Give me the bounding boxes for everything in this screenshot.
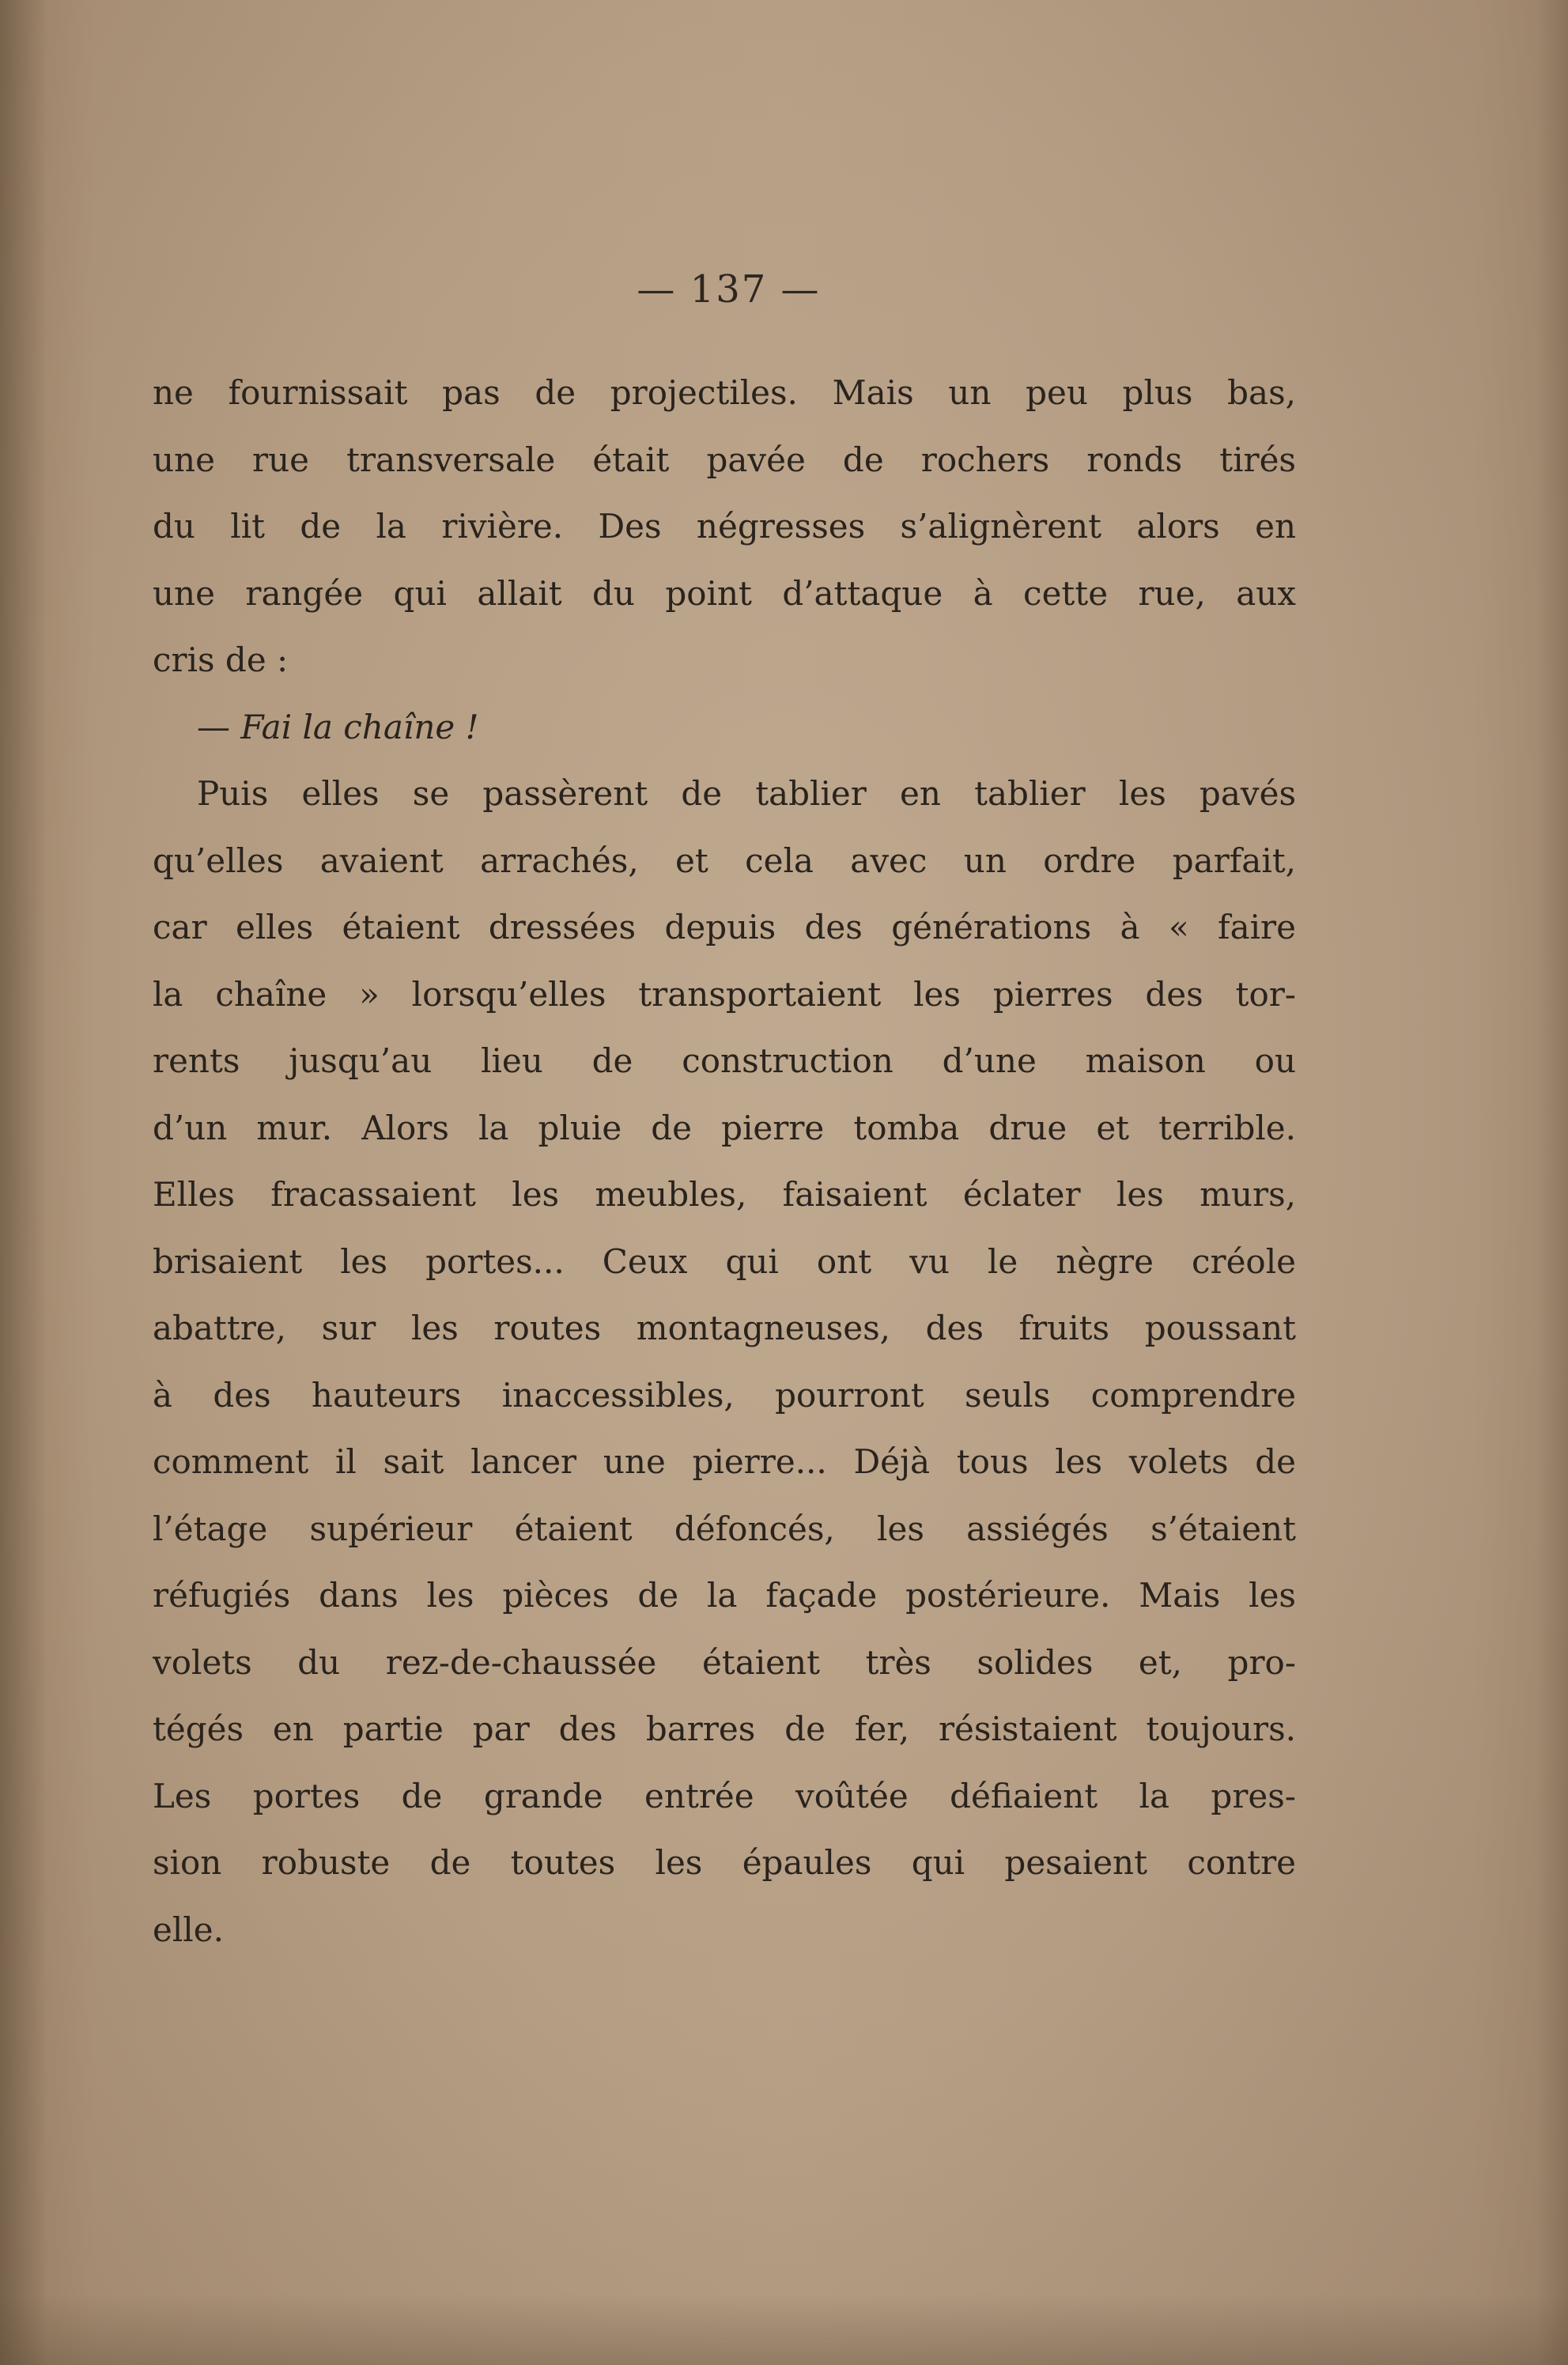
text-line: une rue transversale était pavée de rochers ronds tirés (153, 440, 1296, 479)
text-line: sion robuste de toutes les épaules qui pesaient contre (153, 1843, 1296, 1882)
page-number: — 137 — (637, 267, 821, 312)
text-line: du lit de la rivière. Des négresses s’alignèrent alors en (153, 507, 1296, 546)
text-line: rents jusqu’au lieu de construction d’une maison ou (153, 1041, 1296, 1080)
text-line: abattre, sur les routes montagneuses, des fruits poussant (153, 1309, 1296, 1347)
text-line: la chaîne » lorsqu’elles transportaient les pierres des tor- (153, 974, 1296, 1014)
text-line: brisaient les portes... Ceux qui ont vu le nègre créole (153, 1241, 1296, 1281)
text-line: qu’elles avaient arrachés, et cela avec un ordre parfait, (153, 841, 1296, 880)
text-line: ne fournissait pas de projectiles. Mais un peu plus bas, (153, 373, 1296, 412)
text-line: elle. (153, 1910, 224, 1949)
text-line: Puis elles se passèrent de tablier en tablier les pavés (197, 774, 1296, 813)
body-text (153, 360, 1296, 1963)
text-line: volets du rez-de-chaussée étaient très solides et, pro- (153, 1642, 1296, 1682)
page-edge-shadow-left (0, 0, 47, 2365)
dialogue-line (153, 694, 1296, 761)
text-line: car elles étaient dressées depuis des générations à « faire (153, 908, 1296, 946)
text-line: l’étage supérieur étaient défoncés, les assiégés s’étaient (153, 1509, 1296, 1548)
page-edge-shadow-bottom (0, 2294, 1568, 2365)
text-line: réfugiés dans les pièces de la façade postérieure. Mais les (153, 1576, 1296, 1615)
text-line: cris de : (153, 640, 289, 679)
dialogue-dash: — (197, 707, 241, 746)
text-line: Les portes de grande entrée voûtée défiaient la pres- (153, 1776, 1296, 1815)
text-line: à des hauteurs inaccessibles, pourront seuls comprendre (153, 1375, 1296, 1415)
dialogue-text: Fai la chaîne ! (240, 707, 479, 746)
text-line: Elles fracassaient les meubles, faisaient éclater les murs, (153, 1175, 1296, 1214)
text-line: tégés en partie par des barres de fer, résistaient toujours. (153, 1710, 1296, 1748)
text-line: comment il sait lancer une pierre... Déjà tous les volets de (153, 1442, 1296, 1481)
text-line: d’un mur. Alors la pluie de pierre tomba drue et terrible. (153, 1108, 1296, 1147)
text-line: une rangée qui allait du point d’attaque à cette rue, aux (153, 573, 1296, 613)
page-edge-shadow-right (1536, 0, 1568, 2365)
